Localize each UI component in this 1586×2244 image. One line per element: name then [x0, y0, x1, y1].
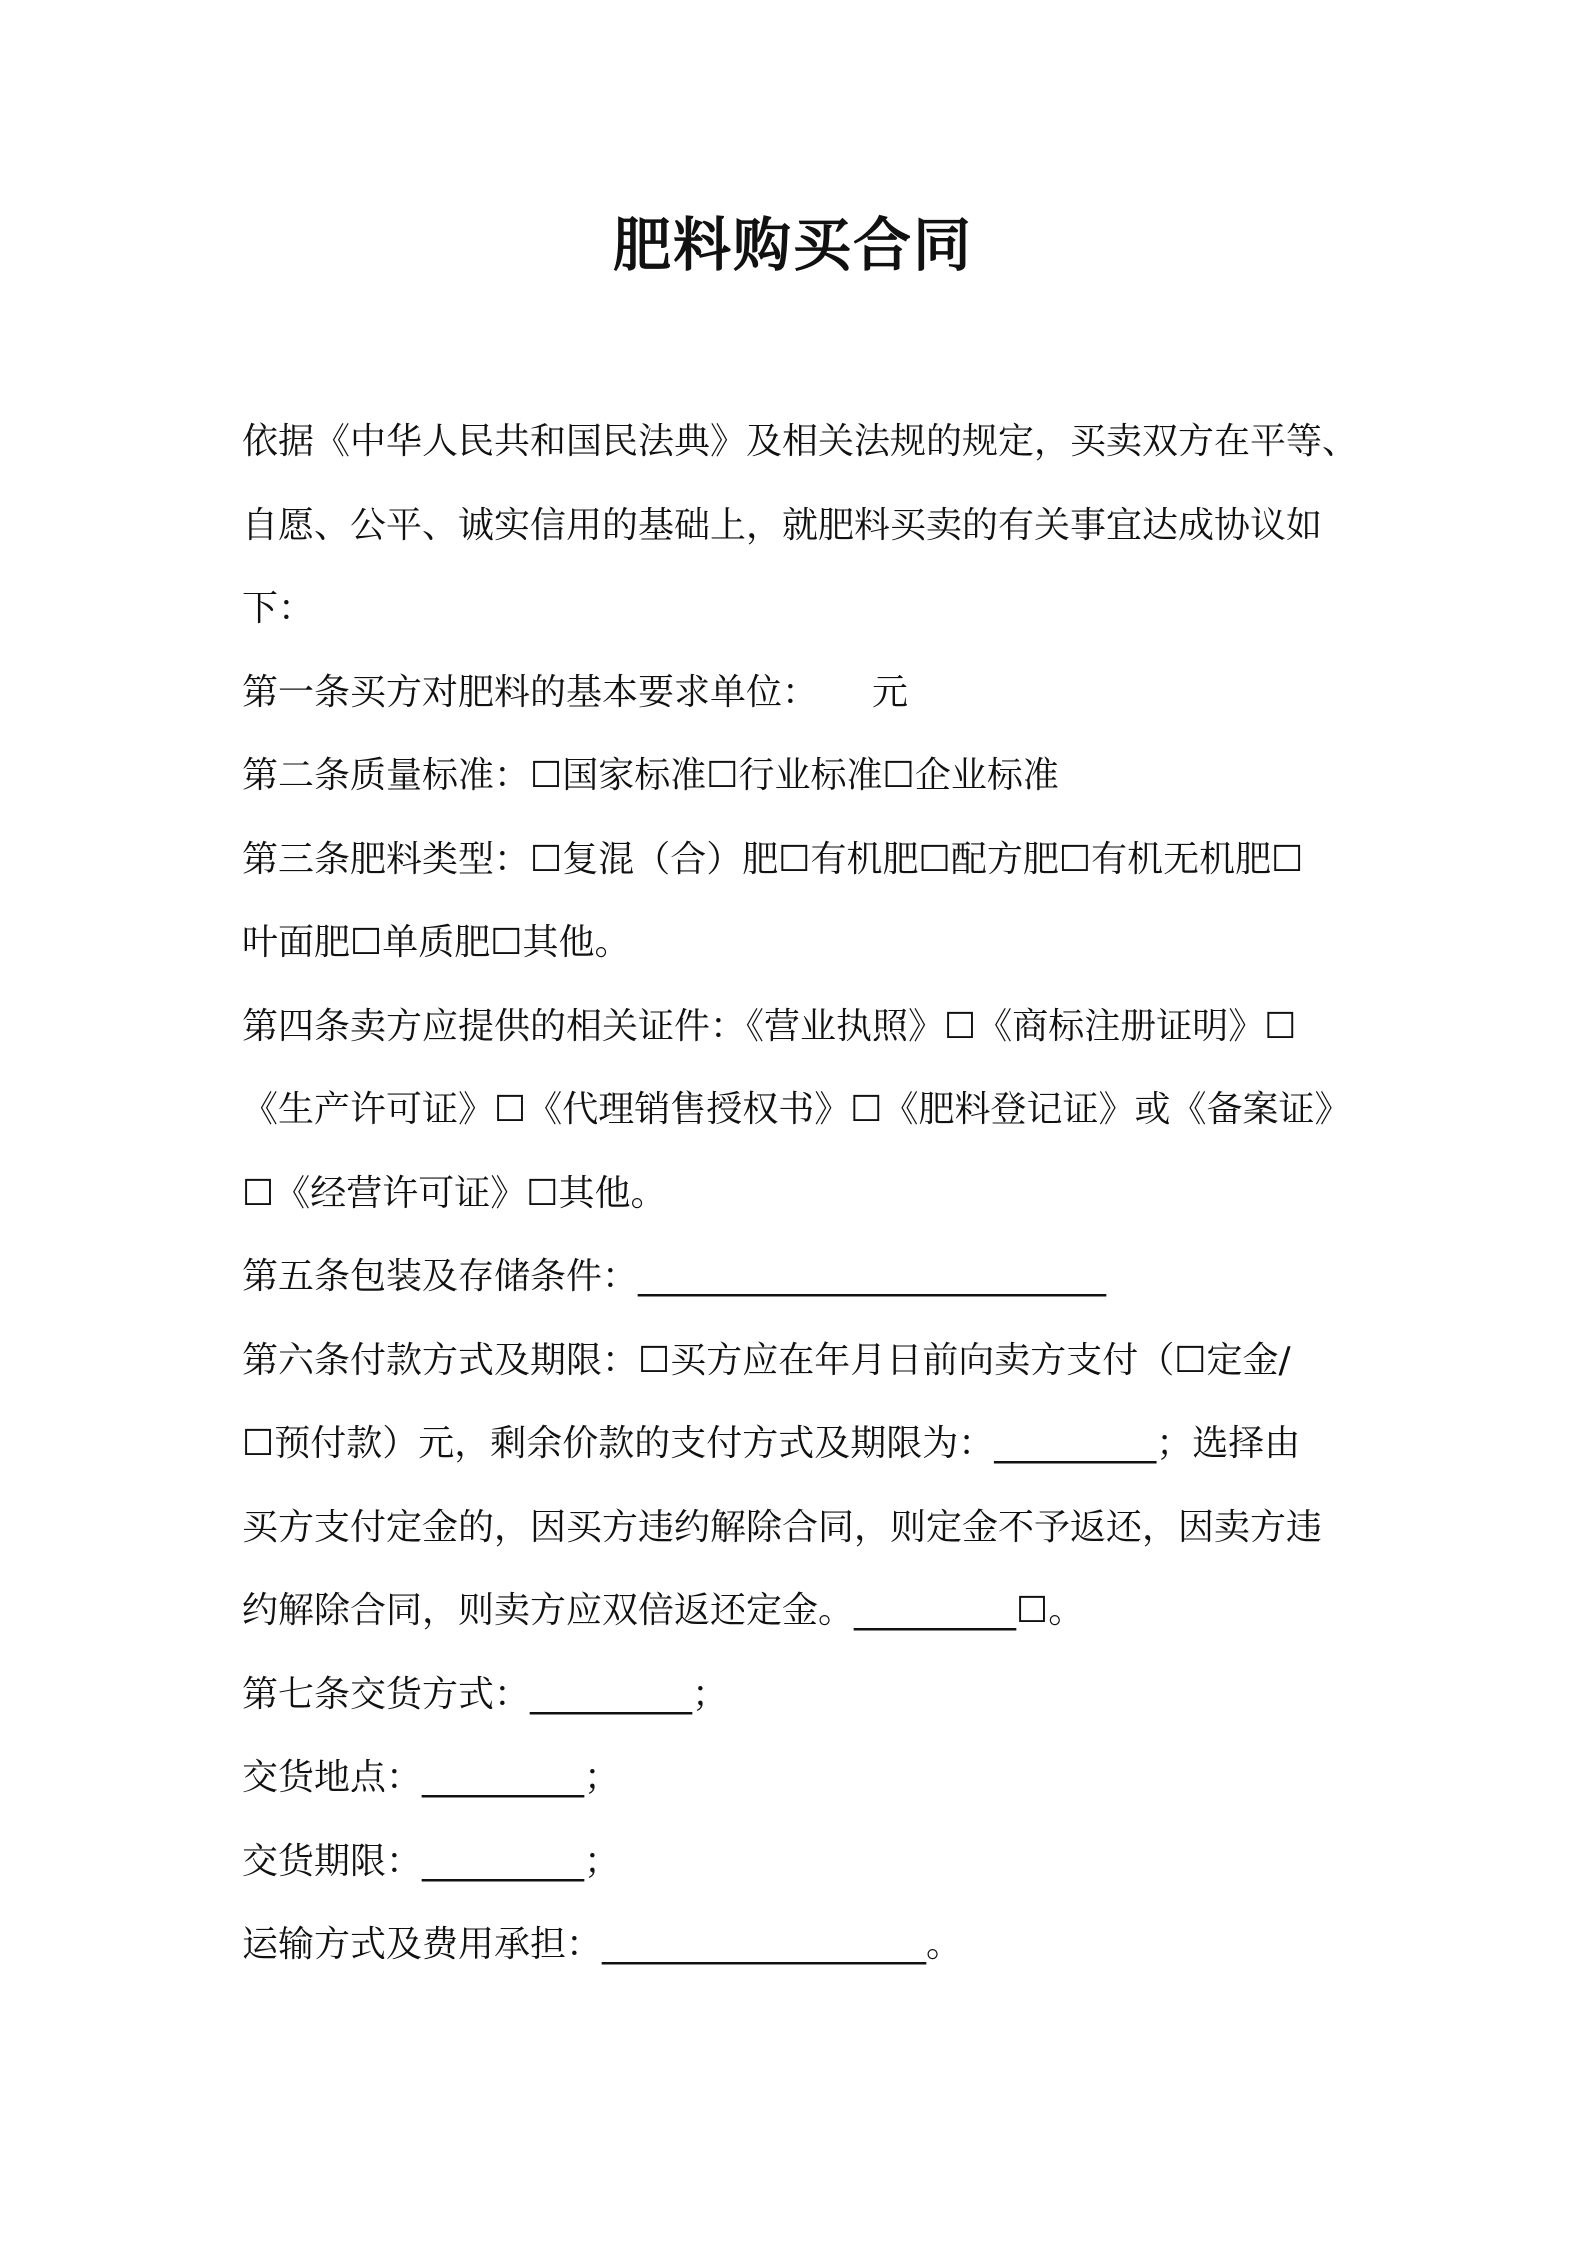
- clause-6-cont: ☐预付款）元，剩余价款的支付方式及期限为：_________；选择由: [242, 1423, 1301, 1464]
- clause-6-cont: 买方支付定金的，因买方违约解除合同，则定金不予返还，因卖方违: [242, 1506, 1323, 1548]
- paragraph-line: 自愿、公平、诚实信用的基础上，就肥料买卖的有关事宜达成协议如: [242, 504, 1323, 546]
- clause-1: 第一条买方对肥料的基本要求单位： 元: [242, 671, 909, 713]
- delivery-place: 交货地点：_________；: [242, 1757, 621, 1798]
- clause-4-cont: ☐《经营许可证》☐其他。: [242, 1172, 667, 1214]
- clause-6-cont: 约解除合同，则卖方应双倍返还定金。_________☐。: [242, 1590, 1085, 1631]
- clause-7: 第七条交货方式：_________；: [242, 1673, 729, 1715]
- clause-3: 第三条肥料类型：☐复混（合）肥☐有机肥☐配方肥☐有机无机肥☐: [242, 838, 1304, 880]
- clause-5: 第五条包装及存储条件：__________________________: [242, 1256, 1107, 1297]
- paragraph-line: 下：: [242, 588, 315, 629]
- document-title: 肥料购买合同: [612, 211, 973, 279]
- delivery-deadline: 交货期限：_________；: [242, 1840, 621, 1882]
- clause-3-cont: 叶面肥☐单质肥☐其他。: [242, 922, 631, 963]
- document-body: [242, 400, 1362, 1987]
- clause-6: 第六条付款方式及期限：☐买方应在年月日前向卖方支付（☐定金/: [242, 1339, 1291, 1381]
- paragraph-line: 依据《中华人民共和国民法典》及相关法规的规定，买卖双方在平等、: [242, 421, 1359, 462]
- clause-2: 第二条质量标准：☐国家标准☐行业标准☐企业标准: [242, 755, 1059, 796]
- clause-4: 第四条卖方应提供的相关证件：《营业执照》☐《商标注册证明》☐: [242, 1005, 1297, 1047]
- clause-4-cont: 《生产许可证》☐《代理销售授权书》☐《肥料登记证》或《备案证》: [242, 1089, 1351, 1130]
- transport-method: 运输方式及费用承担：__________________。: [242, 1924, 963, 1965]
